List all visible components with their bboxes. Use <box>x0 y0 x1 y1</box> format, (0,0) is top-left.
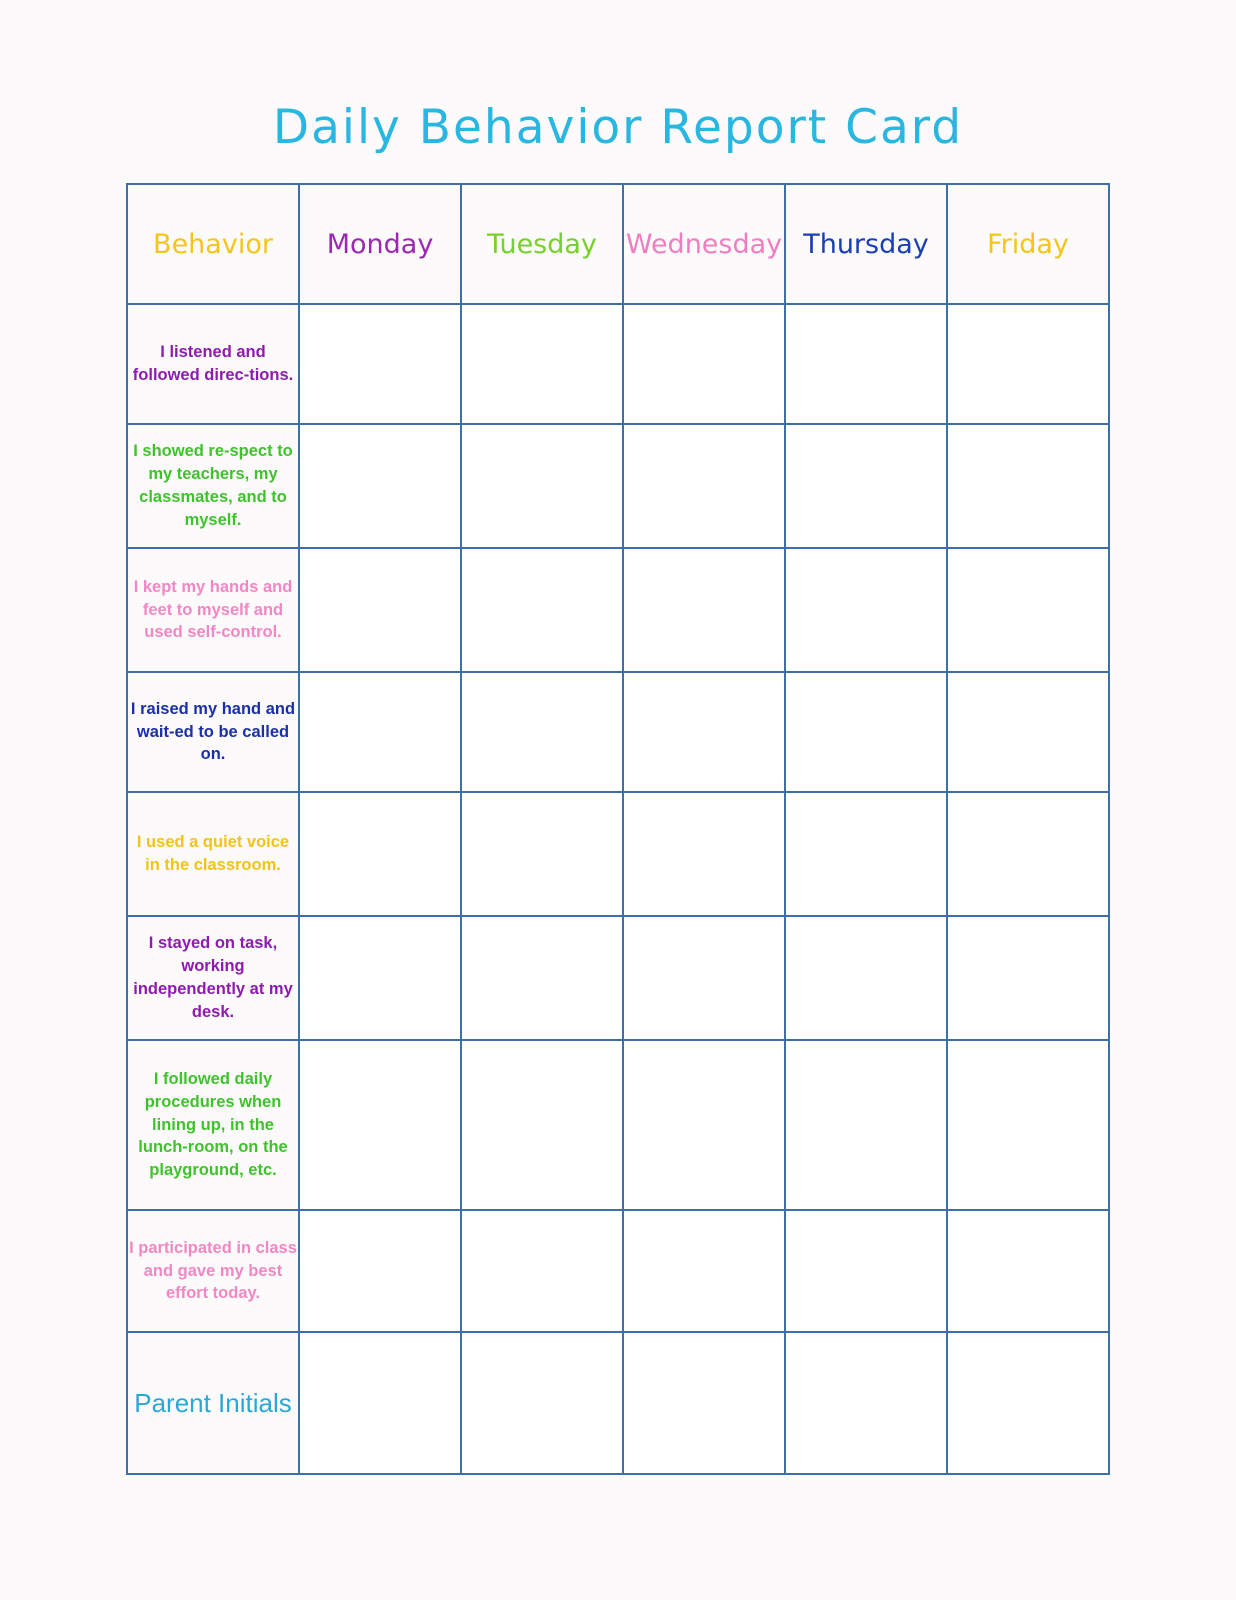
table-row <box>127 916 1109 1040</box>
cell-thursday-1[interactable] <box>785 304 947 424</box>
cell-tuesday-parent-initials[interactable] <box>461 1332 623 1474</box>
cell-thursday-5[interactable] <box>785 792 947 916</box>
cell-tuesday-1[interactable] <box>461 304 623 424</box>
parent-initials-label: Parent Initials <box>127 1332 299 1474</box>
column-header-behavior: Behavior <box>127 184 299 304</box>
cell-monday-2[interactable] <box>299 424 461 548</box>
table-header <box>127 184 1109 304</box>
cell-tuesday-4[interactable] <box>461 672 623 792</box>
cell-monday-8[interactable] <box>299 1210 461 1332</box>
cell-monday-parent-initials[interactable] <box>299 1332 461 1474</box>
cell-monday-6[interactable] <box>299 916 461 1040</box>
report-table-container <box>0 165 1236 1475</box>
behavior-label-8: I participated in class and gave my best effort today. <box>127 1210 299 1332</box>
cell-friday-5[interactable] <box>947 792 1109 916</box>
table-row <box>127 304 1109 424</box>
behavior-label-2: I showed re-spect to my teachers, my classmates, and to myself. <box>127 424 299 548</box>
cell-tuesday-8[interactable] <box>461 1210 623 1332</box>
cell-wednesday-3[interactable] <box>623 548 785 672</box>
cell-tuesday-3[interactable] <box>461 548 623 672</box>
cell-wednesday-5[interactable] <box>623 792 785 916</box>
cell-friday-2[interactable] <box>947 424 1109 548</box>
cell-wednesday-7[interactable] <box>623 1040 785 1210</box>
table-row <box>127 1210 1109 1332</box>
cell-monday-5[interactable] <box>299 792 461 916</box>
table-row <box>127 792 1109 916</box>
table-row <box>127 424 1109 548</box>
cell-wednesday-8[interactable] <box>623 1210 785 1332</box>
behavior-label-4: I raised my hand and wait-ed to be called on. <box>127 672 299 792</box>
cell-friday-parent-initials[interactable] <box>947 1332 1109 1474</box>
behavior-report-table <box>126 183 1110 1475</box>
cell-thursday-2[interactable] <box>785 424 947 548</box>
table-body <box>127 304 1109 1474</box>
cell-tuesday-7[interactable] <box>461 1040 623 1210</box>
behavior-label-6: I stayed on task, working independently at my desk. <box>127 916 299 1040</box>
cell-tuesday-5[interactable] <box>461 792 623 916</box>
column-header-friday: Friday <box>947 184 1109 304</box>
behavior-label-5: I used a quiet voice in the classroom. <box>127 792 299 916</box>
cell-wednesday-2[interactable] <box>623 424 785 548</box>
cell-friday-8[interactable] <box>947 1210 1109 1332</box>
cell-monday-1[interactable] <box>299 304 461 424</box>
cell-thursday-7[interactable] <box>785 1040 947 1210</box>
cell-tuesday-6[interactable] <box>461 916 623 1040</box>
table-row <box>127 1040 1109 1210</box>
column-header-tuesday: Tuesday <box>461 184 623 304</box>
cell-friday-4[interactable] <box>947 672 1109 792</box>
cell-thursday-8[interactable] <box>785 1210 947 1332</box>
cell-friday-1[interactable] <box>947 304 1109 424</box>
cell-thursday-3[interactable] <box>785 548 947 672</box>
column-header-monday: Monday <box>299 184 461 304</box>
cell-thursday-6[interactable] <box>785 916 947 1040</box>
table-row <box>127 1332 1109 1474</box>
cell-monday-7[interactable] <box>299 1040 461 1210</box>
behavior-label-7: I followed daily procedures when lining up, in the lunch-room, on the playground, etc. <box>127 1040 299 1210</box>
cell-monday-4[interactable] <box>299 672 461 792</box>
cell-friday-3[interactable] <box>947 548 1109 672</box>
table-row <box>127 672 1109 792</box>
cell-wednesday-1[interactable] <box>623 304 785 424</box>
cell-wednesday-4[interactable] <box>623 672 785 792</box>
cell-monday-3[interactable] <box>299 548 461 672</box>
behavior-label-1: I listened and followed direc-tions. <box>127 304 299 424</box>
table-row <box>127 548 1109 672</box>
cell-friday-6[interactable] <box>947 916 1109 1040</box>
cell-wednesday-parent-initials[interactable] <box>623 1332 785 1474</box>
cell-wednesday-6[interactable] <box>623 916 785 1040</box>
page-title: Daily Behavior Report Card <box>272 100 964 155</box>
behavior-label-3: I kept my hands and feet to myself and used self-control. <box>127 548 299 672</box>
cell-thursday-parent-initials[interactable] <box>785 1332 947 1474</box>
column-header-wednesday: Wednesday <box>623 184 785 304</box>
cell-thursday-4[interactable] <box>785 672 947 792</box>
cell-tuesday-2[interactable] <box>461 424 623 548</box>
cell-friday-7[interactable] <box>947 1040 1109 1210</box>
column-header-thursday: Thursday <box>785 184 947 304</box>
table-header-row <box>127 184 1109 304</box>
